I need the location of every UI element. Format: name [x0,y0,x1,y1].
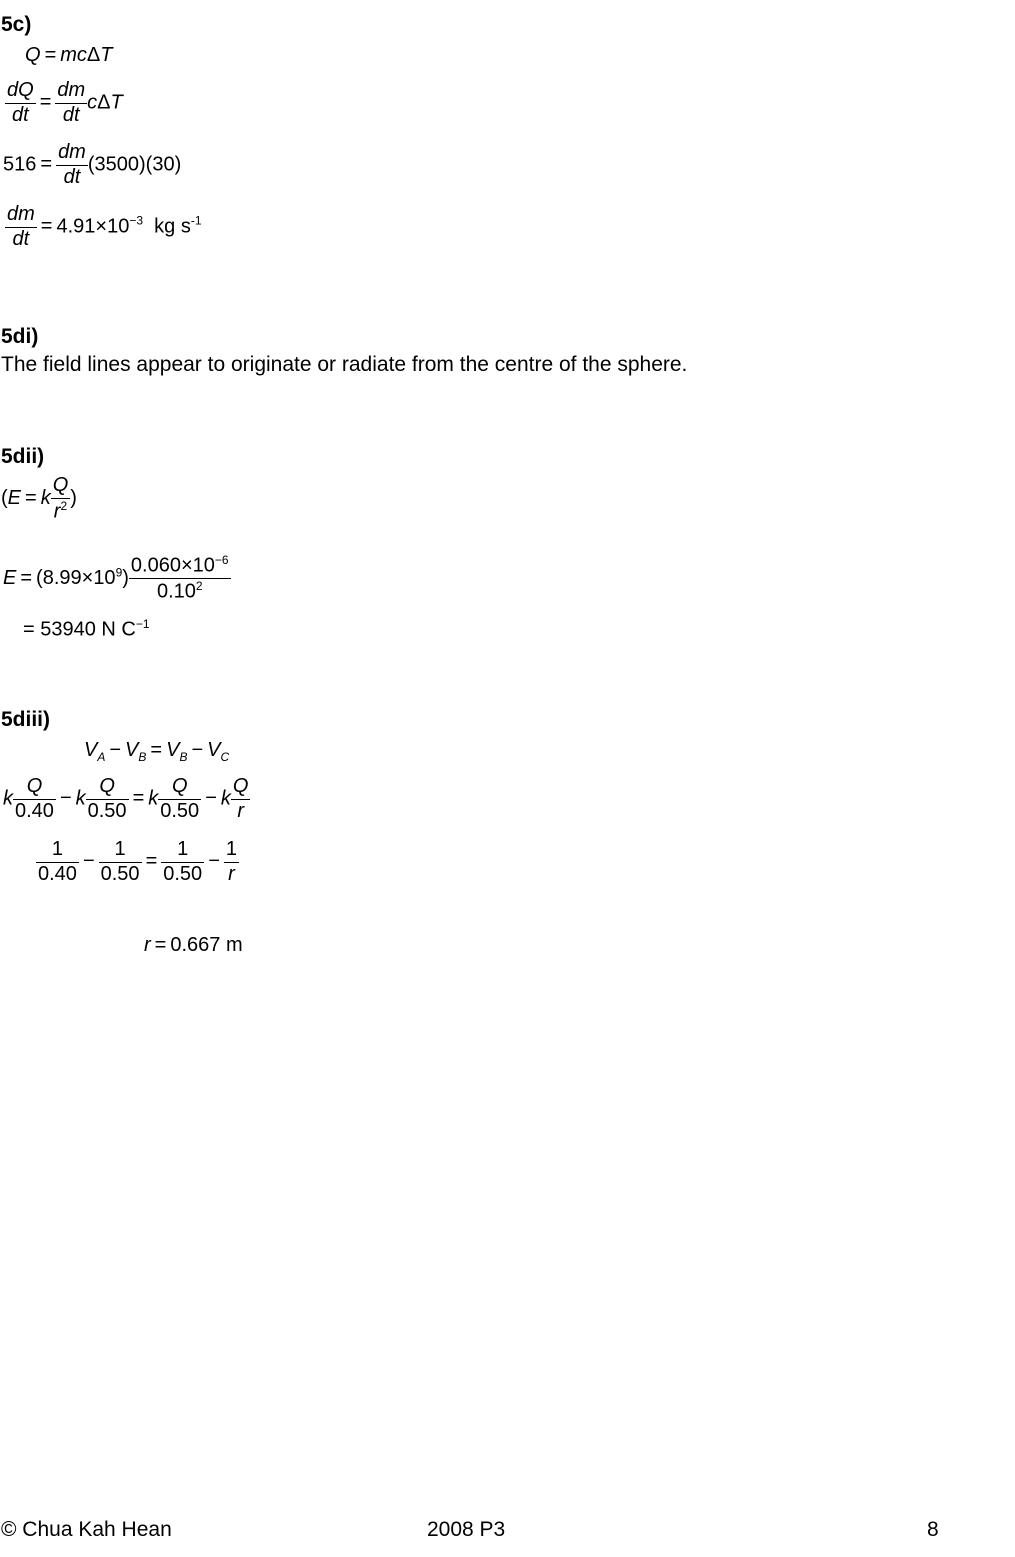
footer-page-number: 8 [927,1518,939,1541]
equation-5diii-line2: k $\frac{Q}{0.40}$ − k $\frac{Q}{0.50}$ = k $\frac{Q}{0.50}$ − k $\frac{Q}{r}$ [3,775,249,822]
heading-5c: 5c) [1,13,32,36]
footer-paper: 2008 P3 [427,1518,506,1541]
equation-5dii-calc: $E = (8.99\times 10^9)$ $\frac{0.060\times 10^{-6}}{0.10^2}$ [3,553,229,603]
heading-5diii: 5diii) [1,708,51,731]
heading-5dii: 5dii) [1,445,45,468]
equation-5dii-formula: (E = k $\frac{Q}{r^2}$ ) [1,474,77,523]
equation-5c-line4: $\frac{dm}{dt}$ = $4.91\times 10^{-3}$ kg $s^{-1}$ [7,203,202,250]
heading-5di: 5di) [1,325,39,348]
equation-5dii-result: = 53940 N $C^{-1}$ [23,617,150,641]
equation-5diii-line3: $\frac{1}{0.40}$ − $\frac{1}{0.50}$ = $\frac{1}{0.50}$ − $\frac{1}{r}$ [38,838,237,885]
equation-5c-line1: Q = mcΔT [25,44,113,66]
footer-copyright: © Chua Kah Hean [1,1518,172,1541]
equation-5diii-result: r = 0.667 m [144,934,243,956]
equation-5diii-line1: $V_A - V_B = V_B - V_C$ [84,739,230,764]
answer-5di-text: The field lines appear to originate or radiate from the centre of the sphere. [1,353,688,376]
equation-5c-line3: 516 = $\frac{dm}{dt}$ (3500)(30) [3,141,182,188]
equation-5c-line2: $\frac{dQ}{dt}$ = $\frac{dm}{dt}$ cΔT [7,79,123,126]
